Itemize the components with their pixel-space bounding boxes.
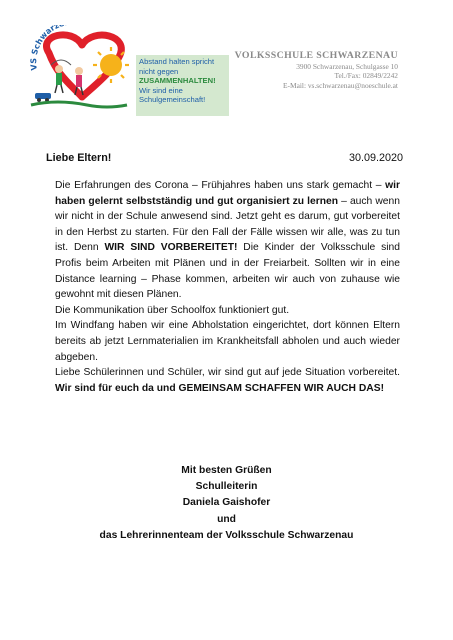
school-address: 3900 Schwarzenau, Schulgasse 10 xyxy=(296,62,398,71)
paragraph-2: Die Kommunikation über Schoolfox funktioniert gut. xyxy=(55,304,290,316)
p4-text-a: Liebe Schülerinnen und Schüler, wir sind gut auf jede Situation vorbereitet. xyxy=(55,367,400,379)
p1-bold-b: wir haben gelernt selbstständig und gut organisiert zu lernen xyxy=(55,180,400,207)
school-logo xyxy=(27,25,137,115)
salutation: Liebe Eltern! xyxy=(46,152,112,164)
school-name: VOLKSSCHULE SCHWARZENAU xyxy=(234,50,398,61)
school-phone: Tel./Fax: 02849/2242 xyxy=(334,71,398,81)
closing-greeting: Mit besten Grüßen xyxy=(181,465,272,476)
paragraph-1 xyxy=(55,178,400,303)
p1-text-c: – auch wenn wir nicht in der Schule anwesend sind. Jetzt geht es darum, gut vorbereitet in den Herbst zu starten. Für den Fall der Fälle wissen wir alle, was zu tun ist. Denn xyxy=(55,195,400,254)
p1-text-a: Die Erfahrungen des Corona – Frühjahres haben uns stark gemacht – xyxy=(55,180,386,191)
closing-signatory: Daniela Gaishofer xyxy=(182,497,271,509)
p1-text-e: Die Kinder der Volksschule sind Profis beim Arbeiten mit Plänen und in der Freiarbeit. Sollten wir in eine Distance learning – Phase kommen, arbeiten wir auch von zuhause wie gewohnt mit diesen Plänen. xyxy=(55,242,401,301)
p4-bold-b: Wir sind für euch da und GEMEINSAM SCHAFFEN WIR AUCH DAS! xyxy=(55,382,385,394)
paragraph-3: Im Windfang haben wir eine Abholstation eingerichtet, dort können Eltern bereits ab jetzt Lernmaterialien im Krankheitsfall abholen und auch wieder abgeben. xyxy=(55,320,400,363)
school-email: E-Mail: vs.schwarzenau@noeschule.at xyxy=(283,80,398,90)
closing-block xyxy=(0,463,453,544)
slogan-line-1b: nicht gegen xyxy=(139,66,179,76)
letter-body xyxy=(55,178,400,396)
slogan-line-3b: Schulgemeinschaft! xyxy=(139,95,206,105)
slogan-line-3a: Wir sind eine xyxy=(139,85,183,95)
closing-and: und xyxy=(217,513,236,525)
closing-team: das Lehrerinnenteam der Volksschule Schwarzenau xyxy=(99,529,354,541)
closing-role: Schulleiterin xyxy=(195,481,258,493)
toy-car-icon xyxy=(35,93,51,102)
slogan-line-1a: Abstand halten spricht xyxy=(139,57,215,66)
slogan-box xyxy=(136,55,229,116)
slogan-line-2: ZUSAMMENHALTEN! xyxy=(139,76,216,86)
sun-icon xyxy=(93,47,129,83)
p1-bold-d: WIR SIND VORBEREITET! xyxy=(104,242,238,254)
school-letterhead xyxy=(235,50,398,90)
letter-date: 30.09.2020 xyxy=(348,152,403,164)
logo-arc-text: VS Schwarz xyxy=(29,25,61,71)
paragraph-4 xyxy=(55,365,400,396)
